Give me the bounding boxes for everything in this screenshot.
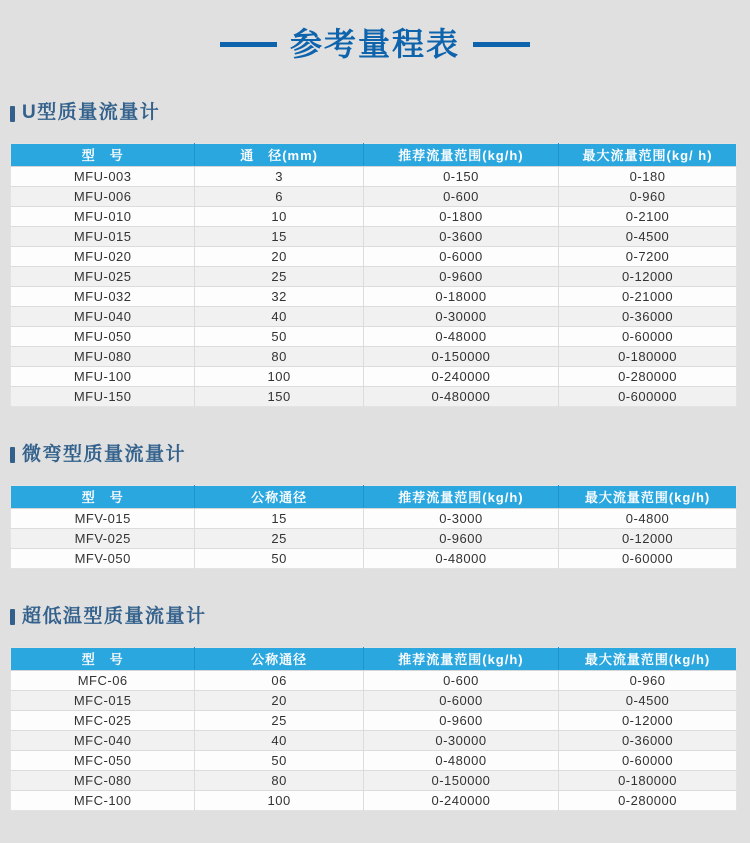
table-cell: MFC-015	[11, 690, 195, 710]
table-row	[11, 508, 737, 528]
table-row	[11, 166, 737, 186]
table-cell: 0-12000	[559, 528, 737, 548]
table-cell: 10	[195, 206, 363, 226]
table-cell: MFV-050	[11, 548, 195, 568]
range-table	[10, 485, 737, 569]
table-cell: 0-280000	[559, 790, 737, 810]
table-cell: 0-4500	[559, 226, 737, 246]
table-row	[11, 730, 737, 750]
column-header: 推荐流量范围(kg/h)	[363, 143, 558, 166]
column-header: 推荐流量范围(kg/h)	[363, 647, 558, 670]
table-cell: 0-600	[363, 670, 558, 690]
section-3	[10, 606, 737, 811]
table-cell: 0-3000	[363, 508, 558, 528]
table-cell: 50	[195, 326, 363, 346]
table-cell: 0-36000	[559, 730, 737, 750]
table-cell: 15	[195, 226, 363, 246]
table-cell: 0-9600	[363, 528, 558, 548]
table-row	[11, 386, 737, 406]
table-row	[11, 346, 737, 366]
table-cell: MFU-025	[11, 266, 195, 286]
section-title: 超低温型质量流量计	[22, 605, 207, 627]
table-row	[11, 710, 737, 730]
table-cell: 0-2100	[559, 206, 737, 226]
table-row	[11, 306, 737, 326]
table-row	[11, 266, 737, 286]
table-cell: MFU-003	[73, 168, 132, 184]
table-cell: 20	[195, 690, 363, 710]
range-table	[10, 647, 737, 811]
table-cell: 0-9600	[363, 266, 558, 286]
table-cell: 0-9600	[363, 710, 558, 730]
table-row	[11, 186, 737, 206]
table-cell: 0-60000	[559, 548, 737, 568]
table-cell: MFC-050	[11, 750, 195, 770]
column-header: 公称通径	[195, 485, 363, 508]
table-cell: MFU-040	[11, 306, 195, 326]
table-cell: 0-180000	[559, 346, 737, 366]
column-header: 最大流量范围(kg/ h)	[559, 143, 737, 166]
table-cell: 80	[195, 346, 363, 366]
section-2	[10, 444, 737, 569]
table-cell: 15	[195, 508, 363, 528]
table-cell: MFC-025	[11, 710, 195, 730]
table-cell: MFC-06	[77, 672, 128, 688]
title-dash-left-icon	[220, 42, 277, 47]
table-row	[11, 226, 737, 246]
table-cell: 0-30000	[363, 306, 558, 326]
column-header: 型 号	[11, 647, 195, 670]
heading-bar-icon	[10, 447, 15, 463]
column-header: 通 径(mm)	[195, 143, 363, 166]
table-cell: 0-48000	[363, 326, 558, 346]
table-cell: 0-180000	[559, 770, 737, 790]
table-row	[11, 750, 737, 770]
table-cell: MFU-100	[11, 366, 195, 386]
table-cell: MFU-020	[11, 246, 195, 266]
column-header: 型 号	[11, 143, 195, 166]
column-header: 型 号	[11, 485, 195, 508]
header-row	[11, 143, 737, 166]
table-cell: 6	[195, 186, 363, 206]
section-title: 微弯型质量流量计	[22, 443, 187, 465]
table-cell: 0-7200	[559, 246, 737, 266]
table-cell: 25	[195, 528, 363, 548]
section-heading	[10, 444, 737, 467]
table-row	[11, 548, 737, 568]
table-row	[11, 326, 737, 346]
table-cell: 80	[195, 770, 363, 790]
table-cell: 0-600000	[559, 386, 737, 406]
section-1	[10, 102, 737, 407]
table-row	[11, 770, 737, 790]
sections-container	[0, 102, 750, 810]
column-header: 最大流量范围(kg/h)	[559, 485, 737, 508]
table-cell: 06	[195, 670, 363, 690]
table-cell: 0-3600	[363, 226, 558, 246]
header-row	[11, 647, 737, 670]
table-row	[11, 206, 737, 226]
table-cell: 0-12000	[559, 710, 737, 730]
table-cell: MFU-080	[11, 346, 195, 366]
table-cell: 100	[195, 790, 363, 810]
table-cell: 0-960	[559, 186, 737, 206]
table-cell: 0-18000	[363, 286, 558, 306]
table-row	[11, 690, 737, 710]
table-cell: 0-6000	[363, 690, 558, 710]
table-cell: MFC-040	[11, 730, 195, 750]
table-cell: 0-600	[363, 186, 558, 206]
table-cell: 20	[195, 246, 363, 266]
table-cell: 0-60000	[559, 750, 737, 770]
table-cell: MFV-025	[11, 528, 195, 548]
table-cell: 0-21000	[559, 286, 737, 306]
table-cell: 0-36000	[559, 306, 737, 326]
table-cell: 0-240000	[363, 366, 558, 386]
table-cell: MFU-010	[11, 206, 195, 226]
table-cell: 0-6000	[363, 246, 558, 266]
section-heading	[10, 102, 737, 125]
table-cell: 0-48000	[363, 750, 558, 770]
table-cell: 0-12000	[559, 266, 737, 286]
table-cell: 0-60000	[559, 326, 737, 346]
table-cell: MFU-050	[11, 326, 195, 346]
table-cell: MFV-015	[74, 510, 131, 526]
table-cell: 0-480000	[363, 386, 558, 406]
table-cell: 0-150	[363, 166, 558, 186]
table-cell: 0-30000	[363, 730, 558, 750]
table-cell: 40	[195, 306, 363, 326]
table-cell: MFU-032	[11, 286, 195, 306]
table-cell: 25	[195, 710, 363, 730]
table-cell: 32	[195, 286, 363, 306]
table-cell: 0-280000	[559, 366, 737, 386]
table-cell: MFC-080	[11, 770, 195, 790]
table-cell: 0-960	[559, 670, 737, 690]
header-row	[11, 485, 737, 508]
page-title-row	[0, 0, 750, 62]
table-cell: MFU-015	[11, 226, 195, 246]
table-cell: 0-240000	[363, 790, 558, 810]
table-cell: 3	[195, 166, 363, 186]
table-cell: 0-4800	[559, 508, 737, 528]
table-row	[11, 670, 737, 690]
heading-bar-icon	[10, 609, 15, 625]
title-dash-right-icon	[473, 42, 530, 47]
table-cell: MFU-006	[11, 186, 195, 206]
column-header: 公称通径	[195, 647, 363, 670]
table-cell: 0-150000	[363, 770, 558, 790]
table-cell: 100	[195, 366, 363, 386]
page-title: 参考量程表	[289, 26, 460, 62]
table-cell: 0-1800	[363, 206, 558, 226]
column-header: 推荐流量范围(kg/h)	[363, 485, 558, 508]
table-cell: MFC-100	[11, 790, 195, 810]
table-row	[11, 366, 737, 386]
section-title: U型质量流量计	[22, 102, 161, 124]
section-heading	[10, 606, 737, 629]
table-row	[11, 246, 737, 266]
table-cell: 25	[195, 266, 363, 286]
table-cell: 40	[195, 730, 363, 750]
table-cell: 0-48000	[363, 548, 558, 568]
table-cell: 50	[195, 750, 363, 770]
table-row	[11, 528, 737, 548]
heading-bar-icon	[10, 106, 15, 122]
table-cell: 0-4500	[559, 690, 737, 710]
table-row	[11, 790, 737, 810]
table-cell: MFU-150	[11, 386, 195, 406]
table-cell: 0-180	[559, 166, 737, 186]
range-table	[10, 143, 737, 407]
table-cell: 150	[195, 386, 363, 406]
table-row	[11, 286, 737, 306]
table-cell: 50	[195, 548, 363, 568]
column-header: 最大流量范围(kg/h)	[559, 647, 737, 670]
table-cell: 0-150000	[363, 346, 558, 366]
